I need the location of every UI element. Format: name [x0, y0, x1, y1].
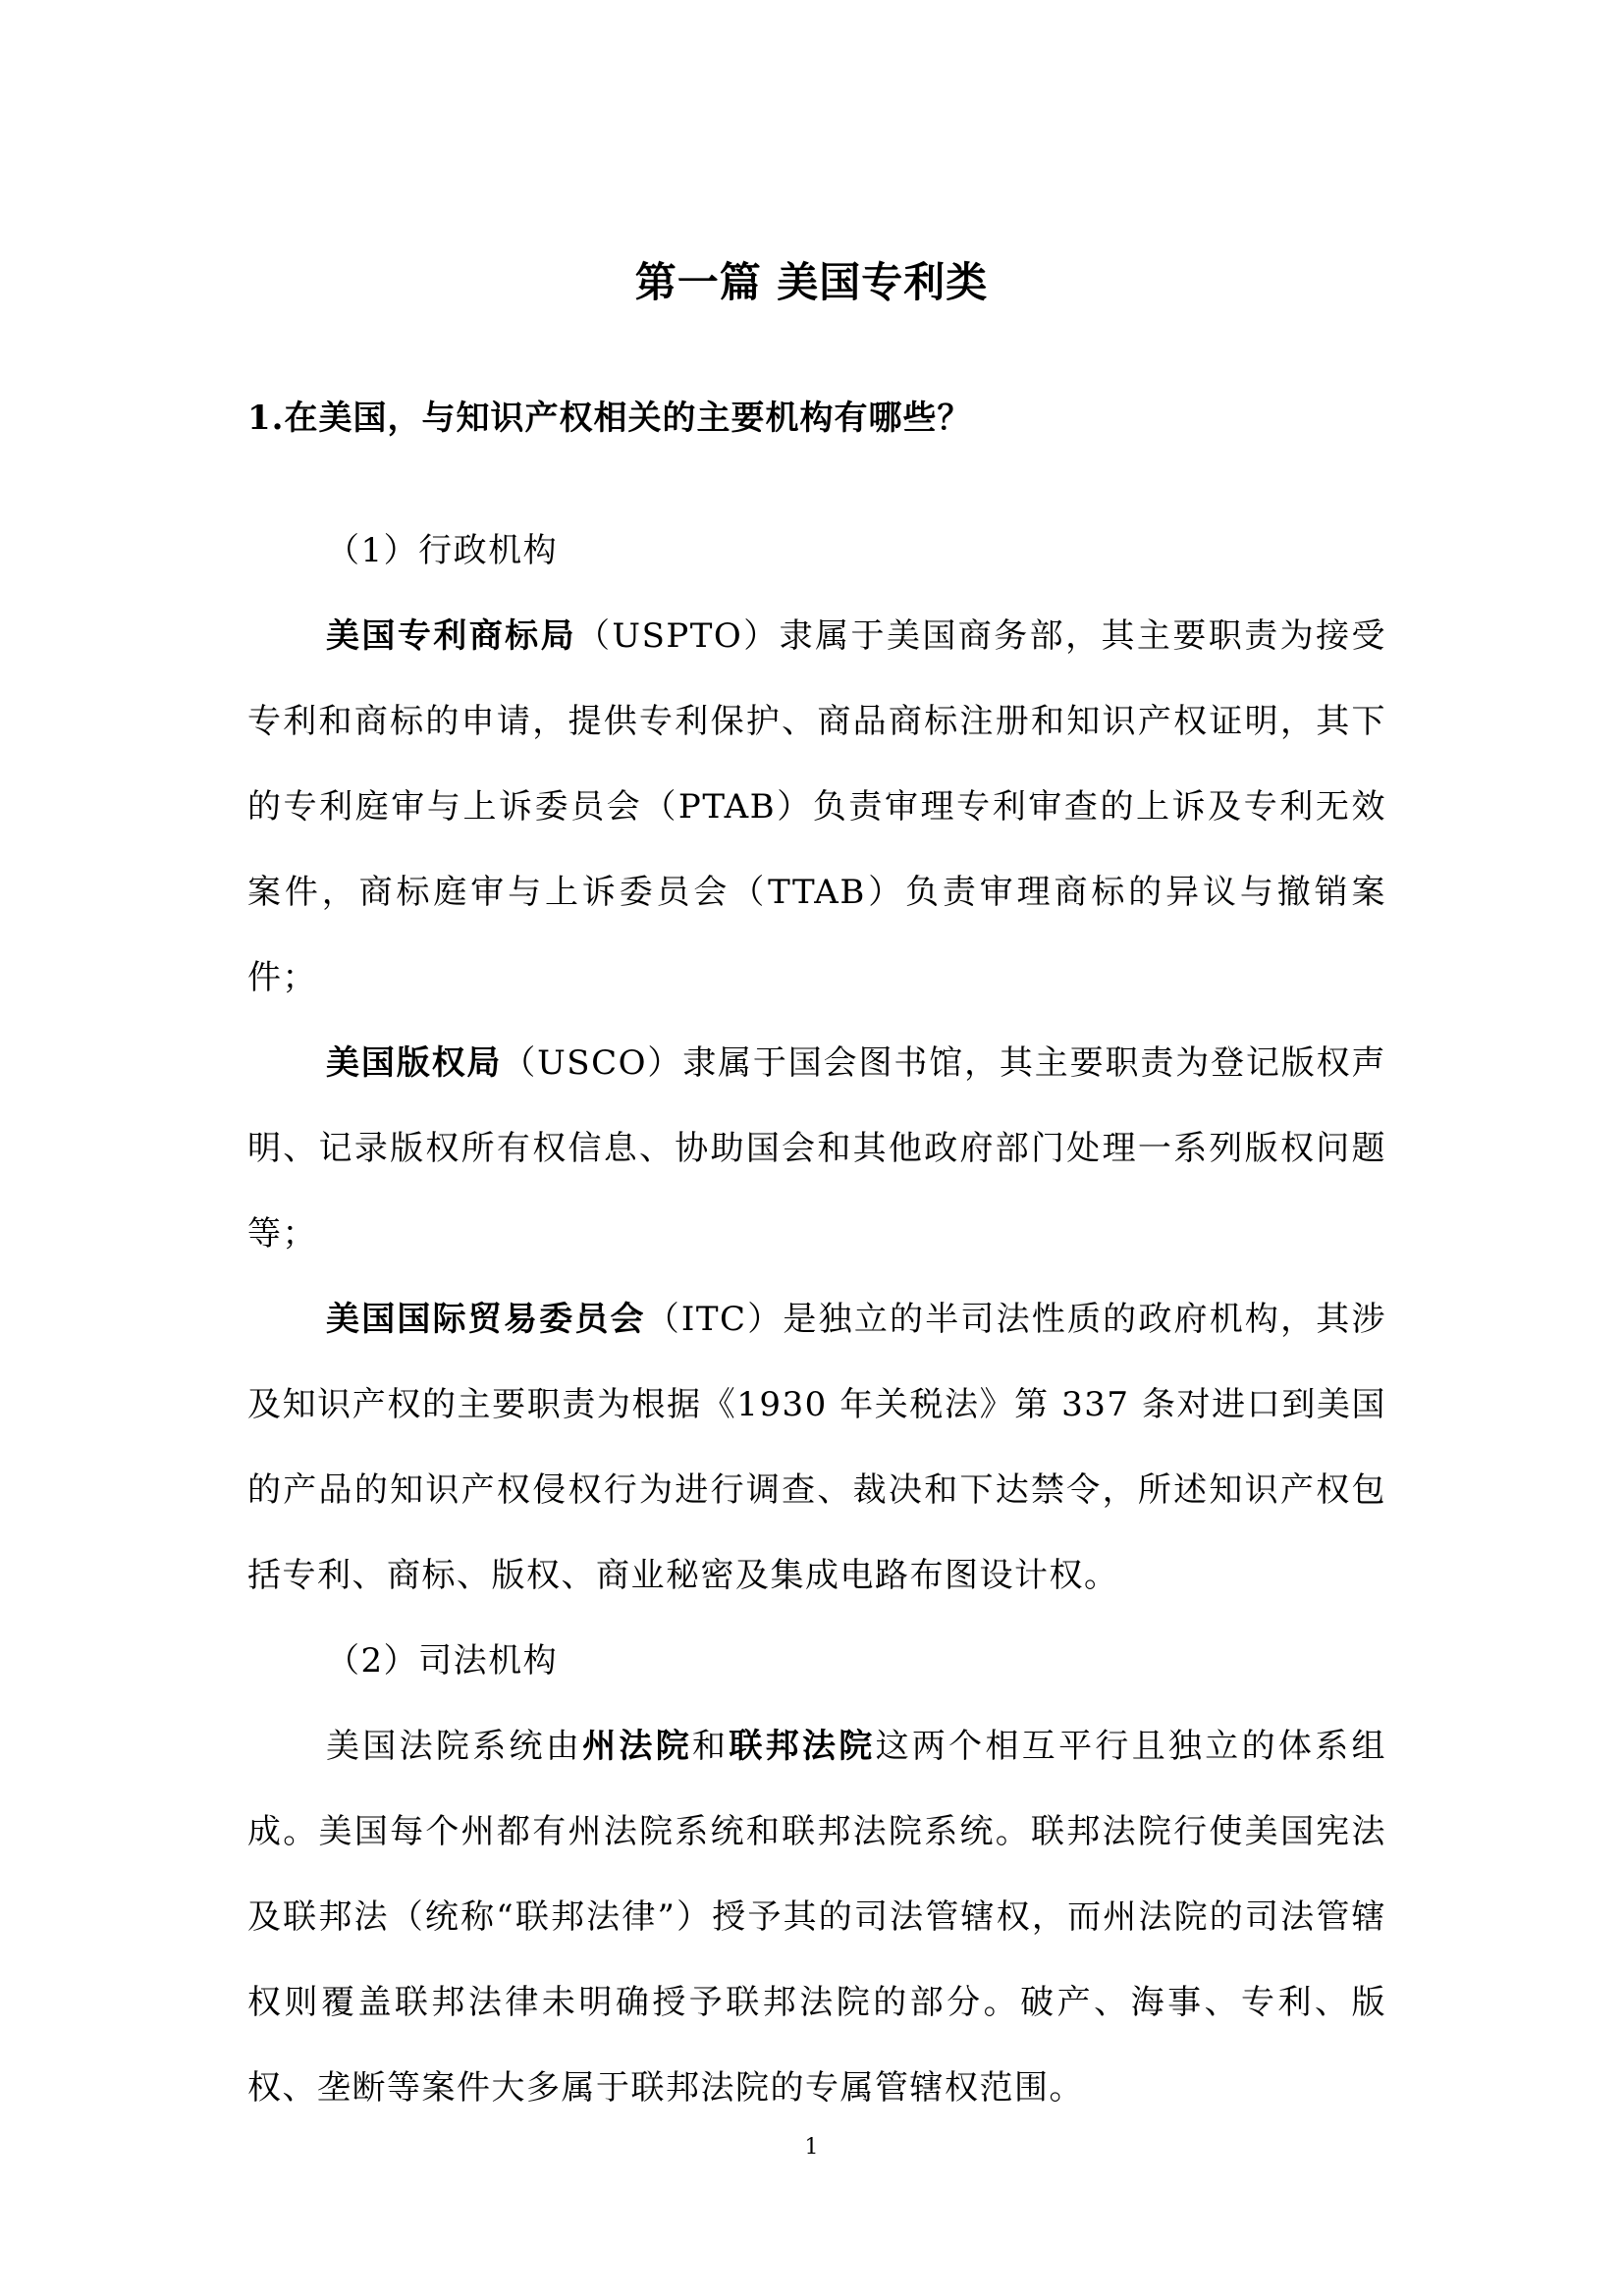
courts-text-and: 和	[692, 1727, 730, 1766]
courts-text-after: 这两个相互平行且独立的体系组成。美国每个州都有州法院系统和联邦法院系统。联邦法院行使美国宪法及联邦法（统称“联邦法律”）授予其的司法管辖权，而州法院的司法管辖权则覆盖联邦法律未明确授予联邦法院的部分。破产、海事、专利、版权、垄断等案件大多属于联邦法院的专属管辖权范围。	[247, 1727, 1387, 2108]
courts-text-before: 美国法院系统由	[326, 1727, 583, 1766]
itc-name: 美国国际贸易委员会	[326, 1300, 646, 1339]
chapter-title: 第一篇 美国专利类	[634, 258, 989, 306]
federal-courts-term: 联邦法院	[729, 1727, 876, 1766]
itc-description: （ITC）是独立的半司法性质的政府机构，其涉及知识产权的主要职责为根据《1930 年关税法》第 337 条对进口到美国的产品的知识产权侵权行为进行调查、裁决和下达禁令，所述知识产权包括专利、商标、版权、商业秘密及集成电路布图设计权。	[247, 1300, 1387, 1595]
uspto-description: （USPTO）隶属于美国商务部，其主要职责为接受专利和商标的申请，提供专利保护、商品商标注册和知识产权证明，其下的专利庭审与上诉委员会（PTAB）负责审理专利审查的上诉及专利无效案件，商标庭审与上诉委员会（TTAB）负责审理商标的异议与撤销案件；	[247, 616, 1387, 997]
paragraph-courts	[247, 1704, 1386, 2131]
paragraph-usco	[247, 1021, 1386, 1277]
document-body	[247, 508, 1386, 2131]
paragraph-uspto	[247, 594, 1386, 1021]
question-heading: 1.在美国，与知识产权相关的主要机构有哪些？	[247, 399, 972, 438]
uspto-name: 美国专利商标局	[326, 616, 576, 656]
paragraph-itc	[247, 1277, 1386, 1619]
usco-name: 美国版权局	[326, 1043, 503, 1083]
section-heading-judicial: （2）司法机构	[326, 1641, 559, 1681]
state-courts-term: 州法院	[582, 1727, 693, 1766]
page-number: 1	[804, 2135, 819, 2160]
usco-description: （USCO）隶属于国会图书馆，其主要职责为登记版权声明、记录版权所有权信息、协助国会和其他政府部门处理一系列版权问题等；	[247, 1043, 1386, 1254]
section-heading-administrative: （1）行政机构	[326, 531, 559, 570]
